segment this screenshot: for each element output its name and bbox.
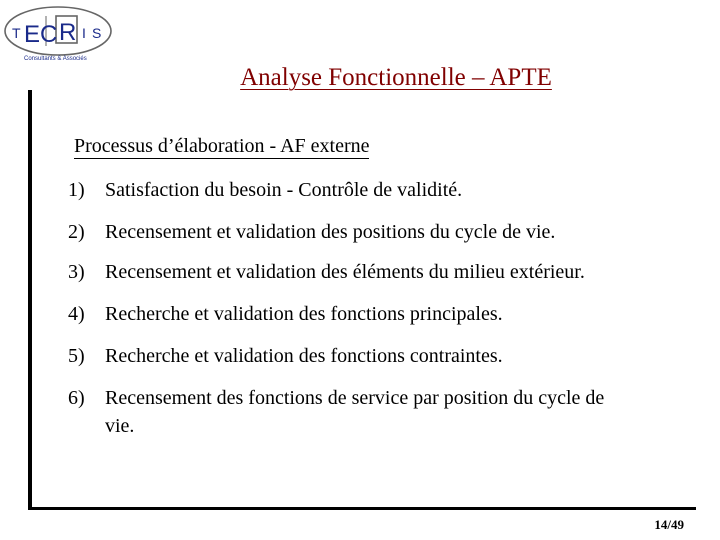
- frame-left-border: [28, 90, 32, 508]
- step-number: 5): [68, 345, 85, 367]
- logo-letter-t: T: [12, 25, 21, 41]
- process-step: [68, 176, 628, 204]
- step-number: 6): [68, 387, 85, 409]
- process-steps-list: [68, 176, 628, 454]
- logo-letters-ec: EC: [24, 21, 58, 48]
- step-number: 3): [68, 261, 85, 283]
- process-step: [68, 384, 628, 440]
- logo-letter-s: S: [92, 25, 102, 41]
- page-number: 14/49: [654, 517, 684, 532]
- tecris-logo: [2, 2, 114, 62]
- step-number: 2): [68, 221, 85, 243]
- step-text: Recherche et validation des fonctions contraintes.: [105, 345, 503, 367]
- process-step: [68, 300, 628, 328]
- tecris-logo-graphic: [2, 2, 114, 62]
- process-step: [68, 342, 628, 370]
- logo-letter-r: R: [59, 19, 77, 46]
- step-text: Recensement des fonctions de service par position du cycle de vie.: [105, 387, 605, 437]
- logo-letter-i: I: [82, 25, 86, 41]
- process-step: [68, 258, 628, 286]
- process-step: [68, 218, 628, 246]
- step-number: 1): [68, 179, 85, 201]
- frame-bottom-border: [28, 507, 696, 510]
- step-text: Recensement et validation des éléments du milieu extérieur.: [105, 261, 585, 283]
- logo-tagline: Consultants & Associés: [24, 56, 87, 62]
- slide-title: Analyse Fonctionnelle – APTE: [240, 64, 552, 91]
- step-text: Recherche et validation des fonctions principales.: [105, 303, 503, 325]
- step-text: Recensement et validation des positions du cycle de vie.: [105, 221, 556, 243]
- step-text: Satisfaction du besoin - Contrôle de validité.: [105, 179, 463, 201]
- step-number: 4): [68, 303, 85, 325]
- section-subtitle: Processus d’élaboration - AF externe: [74, 135, 370, 157]
